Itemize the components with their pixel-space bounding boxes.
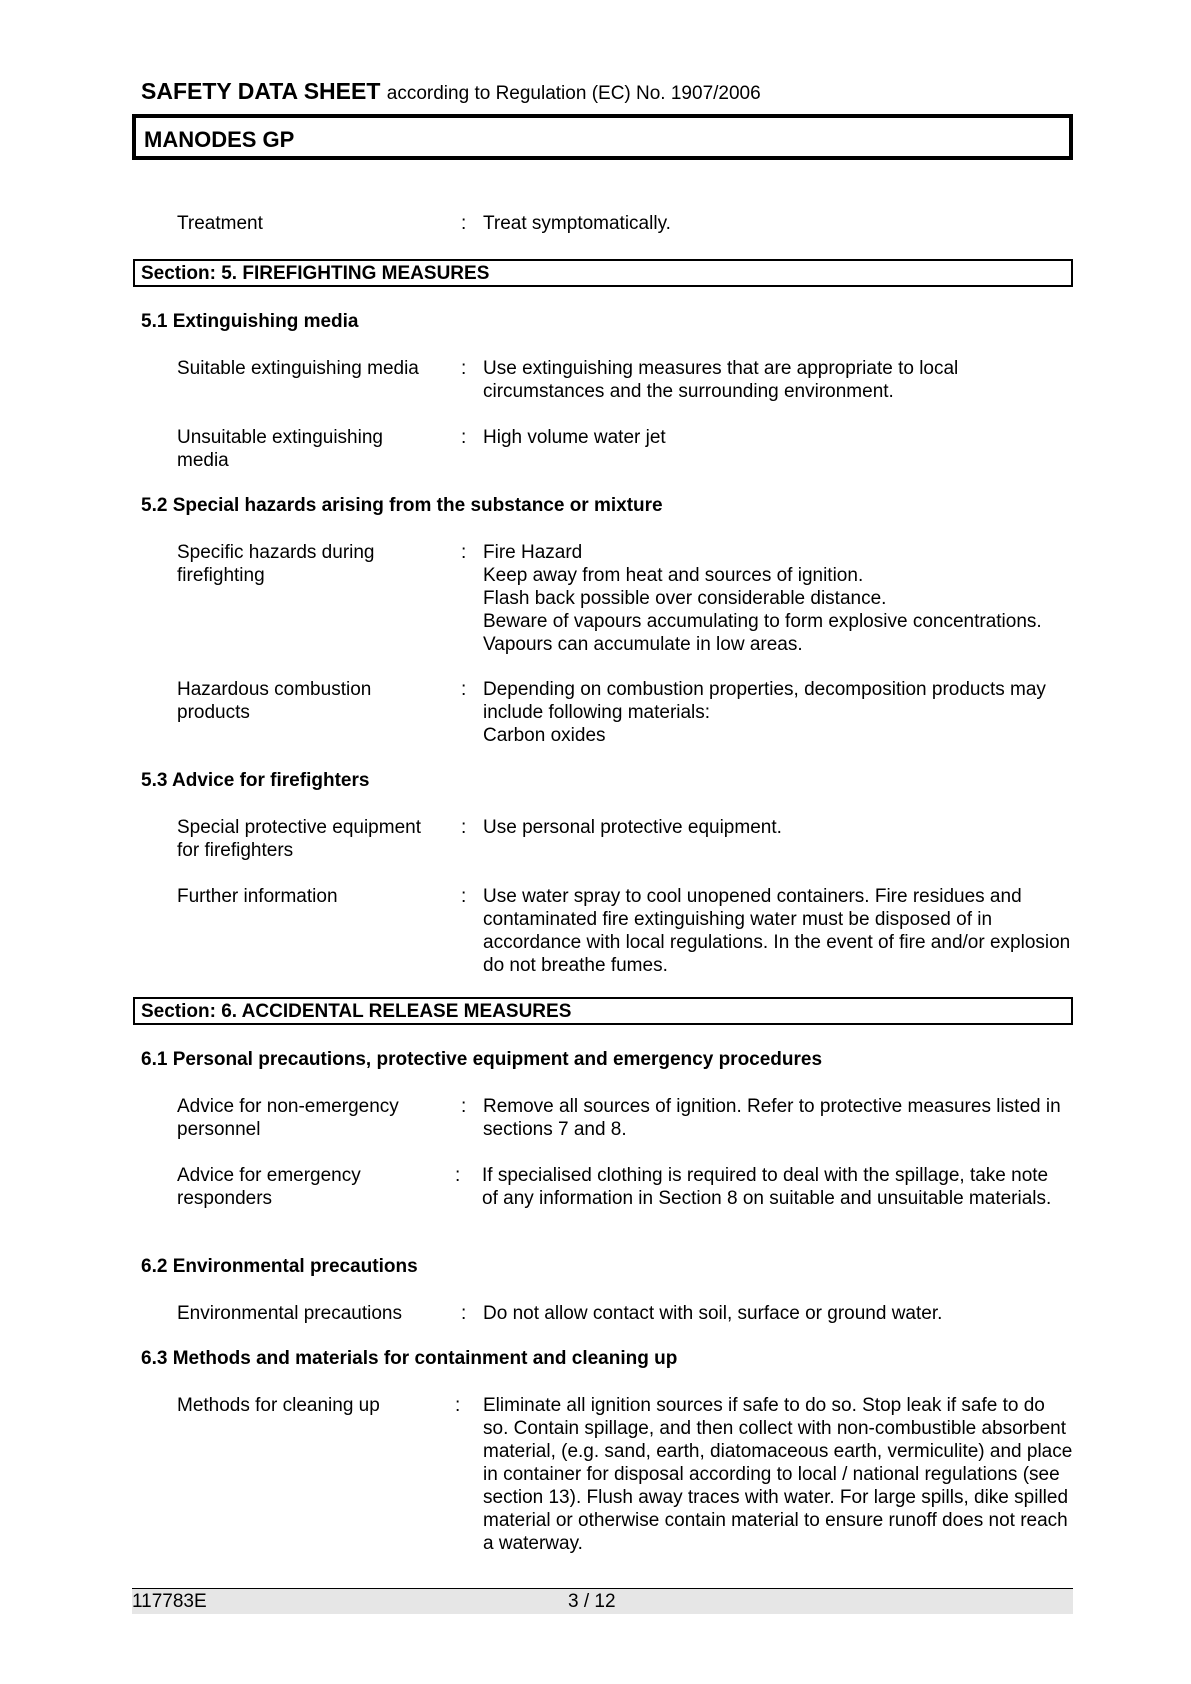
separator: :	[461, 213, 467, 234]
separator: :	[461, 427, 467, 448]
cleanup-label: Methods for cleaning up	[177, 1395, 380, 1416]
subsection-5-1: 5.1 Extinguishing media	[141, 311, 359, 332]
section-6-title: Section: 6. ACCIDENTAL RELEASE MEASURES	[141, 1001, 572, 1022]
regulation-text: according to Regulation (EC) No. 1907/2006	[386, 83, 761, 104]
cleanup-value: Eliminate all ignition sources if safe to do so. Stop leak if safe to do so. Contain spillage, and then collect with non-combustible absorbent material, (e.g. sand, earth, diatomaceous earth, vermiculite) and place in container for disposal according to local / national regulations (see section 13). Flush away traces with water. For large spills, dike spilled material or otherwise contain material to ensure runoff does not reach a waterway.	[483, 1395, 1073, 1554]
further-info-value: Use water spray to cool unopened containers. Fire residues and contaminated fire extinguishing water must be disposed of in accordance with local regulations. In the event of fire and/or explosion do not breathe fumes.	[483, 886, 1071, 976]
further-info-label: Further information	[177, 886, 338, 907]
non-emergency-value: Remove all sources of ignition. Refer to protective measures listed in sections 7 and 8.	[483, 1096, 1061, 1140]
specific-hazards-label: Specific hazards during firefighting	[177, 542, 375, 586]
environmental-value: Do not allow contact with soil, surface or ground water.	[483, 1303, 943, 1324]
specific-hazard-line: Vapours can accumulate in low areas.	[483, 634, 803, 655]
separator: :	[461, 358, 467, 379]
section-5-title: Section: 5. FIREFIGHTING MEASURES	[141, 263, 490, 284]
section-6-header	[133, 997, 1073, 1025]
specific-hazard-line: Keep away from heat and sources of ignition.	[483, 565, 864, 586]
page-footer	[132, 1588, 1073, 1614]
section-5-header	[133, 259, 1073, 287]
treatment-value: Treat symptomatically.	[483, 213, 671, 234]
non-emergency-label: Advice for non-emergency personnel	[177, 1096, 399, 1140]
separator: :	[455, 1395, 461, 1416]
subsection-5-2: 5.2 Special hazards arising from the substance or mixture	[141, 495, 663, 516]
doc-type: SAFETY DATA SHEET	[141, 78, 381, 104]
subsection-6-1: 6.1 Personal precautions, protective equipment and emergency procedures	[141, 1049, 823, 1070]
document-code: 117783E	[132, 1591, 207, 1612]
combustion-products-value	[483, 678, 1053, 747]
environmental-label: Environmental precautions	[177, 1303, 402, 1324]
combustion-line: Depending on combustion properties, decomposition products may include following materials:	[483, 679, 1046, 723]
document-header	[141, 78, 761, 105]
specific-hazards-value	[483, 541, 1083, 656]
separator: :	[461, 1303, 467, 1324]
separator: :	[461, 886, 467, 907]
unsuitable-media-label: Unsuitable extinguishing media	[177, 427, 383, 471]
unsuitable-media-value: High volume water jet	[483, 427, 666, 448]
subsection-6-3: 6.3 Methods and materials for containment and cleaning up	[141, 1348, 678, 1369]
specific-hazard-line: Fire Hazard	[483, 542, 583, 563]
separator: :	[461, 817, 467, 838]
ppe-value: Use personal protective equipment.	[483, 817, 782, 838]
separator: :	[455, 1165, 461, 1186]
treatment-label: Treatment	[177, 213, 263, 234]
ppe-label: Special protective equipment for firefighters	[177, 817, 421, 861]
separator: :	[461, 542, 467, 563]
specific-hazard-line: Flash back possible over considerable distance.	[483, 588, 887, 609]
specific-hazard-line: Beware of vapours accumulating to form explosive concentrations.	[483, 611, 1042, 632]
suitable-media-value: Use extinguishing measures that are appropriate to local circumstances and the surrounding environment.	[483, 358, 959, 402]
subsection-6-2: 6.2 Environmental precautions	[141, 1256, 418, 1277]
emergency-label: Advice for emergency responders	[177, 1165, 361, 1209]
separator: :	[461, 679, 467, 700]
combustion-line: Carbon oxides	[483, 725, 606, 746]
page-number: 3 / 12	[568, 1591, 616, 1612]
subsection-5-3: 5.3 Advice for firefighters	[141, 770, 370, 791]
separator: :	[461, 1096, 467, 1117]
combustion-products-label: Hazardous combustion products	[177, 679, 372, 723]
suitable-media-label: Suitable extinguishing media	[177, 358, 419, 379]
emergency-value: If specialised clothing is required to deal with the spillage, take note of any information in Section 8 on suitable and unsuitable materials.	[482, 1165, 1052, 1209]
product-name-box	[132, 114, 1073, 160]
product-name: MANODES GP	[144, 127, 295, 152]
